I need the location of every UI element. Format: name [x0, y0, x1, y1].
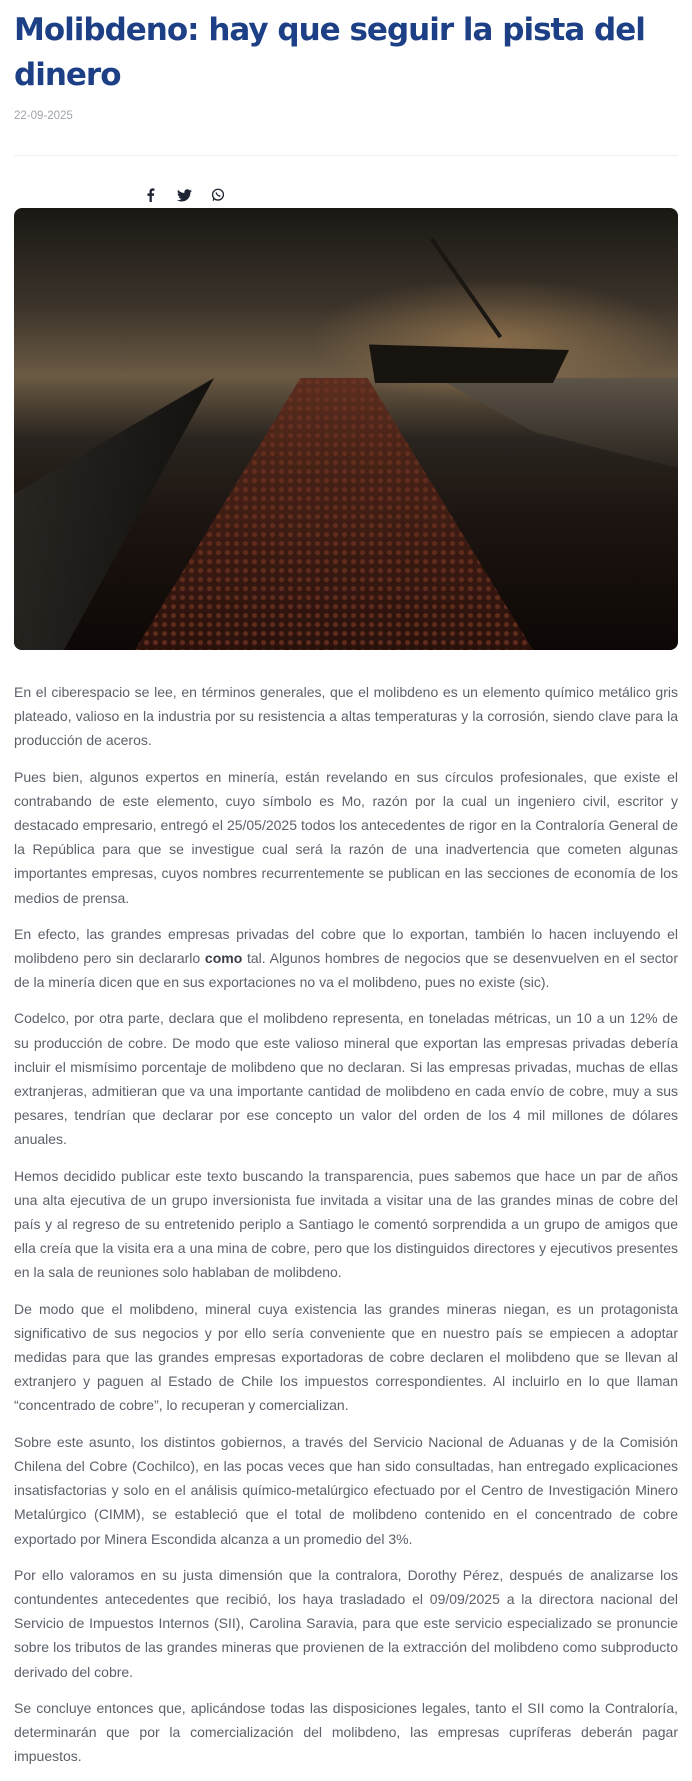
paragraph: Por ello valoramos en su justa dimensión que la contralora, Dorothy Pérez, después de analizarse los contundentes antecedentes que recibió, los haya trasladado el 09/09/2025 a la directora nacional del Servicio de Impuestos Internos (SII), Carolina Saravia, para que este servicio especializado se pronuncie sobre los tributos de las grandes mineras que provienen de la extracción del molibdeno como subproducto derivado del cobre. [14, 1566, 678, 1680]
paragraph: En el ciberespacio se lee, en términos generales, que el molibdeno es un elemento químico metálico gris plateado, valioso en la industria por su resistencia a altas temperaturas y la corrosión, siendo clave para la producción de aceros. [14, 684, 678, 749]
divider [14, 155, 678, 156]
article-date: 22-09-2025 [14, 110, 73, 122]
article-body [14, 680, 678, 1780]
paragraph: Sobre este asunto, los distintos gobiernos, a través del Servicio Nacional de Aduanas y de la Comisión Chilena del Cobre (Cochilco), en las pocas veces que han sido consultadas, han entregado explicaciones insatisfactorias y solo en el análisis químico-metalúrgico efectuado por el Centro de Investigación Minero Metalúrgico (CIMM), se estableció que el total de molibdeno contenido en el concentrado de cobre exportado por Minera Escondida alcanza a un promedio del 3%. [14, 1433, 678, 1547]
paragraph: Pues bien, algunos expertos en minería, están revelando en sus círculos profesionales, que existe el contrabando de este elemento, cuyo símbolo es Mo, razón por la cual un ingeniero civil, escritor y destacado empresario, entregó el 25/05/2025 todos los antecedentes de rigor en la Contraloría General de la República para que se investigue cual será la razón de una inadvertencia que cometen algunas importantes empresas, cuyos nombres recurrentemente se publican en las secciones de economía de los medios de prensa. [14, 768, 678, 906]
crane-shape [430, 238, 502, 339]
facebook-icon[interactable] [142, 187, 158, 203]
whatsapp-icon[interactable] [210, 187, 226, 203]
paragraph [14, 922, 678, 995]
paragraph: De modo que el molibdeno, mineral cuya existencia las grandes mineras niegan, es un protagonista significativo de sus negocios y por ello sería conveniente que en nuestro país se empiecen a adoptar medidas para que las grandes empresas exportadoras de cobre declaren el molibdeno que se llevan al extranjero y paguen al Estado de Chile los impuestos correspondientes. Al incluirlo en lo que llaman “concentrado de cobre”, lo recuperan y comercializan. [14, 1300, 678, 1414]
paragraph-text: En efecto, las grandes empresas privadas del cobre que lo exportan, también lo hacen incluyendo el molibdeno pero sin declararlo [14, 925, 678, 967]
twitter-icon[interactable] [176, 187, 192, 203]
share-bar [142, 187, 226, 203]
paragraph-text: tal. Algunos hombres de negocios que se desenvuelven en el sector de la minería dicen que en sus exportaciones no va el molibdeno, pues no existe (sic). [14, 950, 678, 991]
hero-image [14, 208, 678, 650]
bold-text: como [204, 950, 243, 967]
water-shape [438, 378, 678, 468]
paragraph: Se concluye entonces que, aplicándose todas las disposiciones legales, tanto el SII como la Contraloría, determinarán que por la comercialización del molibdeno, las empresas cupríferas deberán pagar impuestos. [14, 1699, 678, 1765]
paragraph: Hemos decidido publicar este texto buscando la transparencia, pues sabemos que hace un par de años una alta ejecutiva de un grupo inversionista fue invitada a visitar una de las grandes minas de cobre del país y al regreso de su entretenido periplo a Santiago le comentó sorprendida a un grupo de amigos que ella creía que la visita era a una mina de cobre, pero que los distinguidos directores y ejecutivos presentes en la sala de reuniones solo hablaban de molibdeno. [14, 1167, 678, 1281]
ship-shape [369, 328, 569, 383]
paragraph: Codelco, por otra parte, declara que el molibdeno representa, en toneladas métricas, un 10 a un 12% de su producción de cobre. De modo que este valioso mineral que exportan las empresas privadas debería incluir el mismísimo porcentaje de molibdeno que no declaran. Si las empresas privadas, muchas de ellas extranjeras, admitieran que va una importante cantidad de molibdeno en cada envío de cobre, muy a sus pesares, tendrían que declarar por ese concepto un valor del orden de los 4 mil millones de dólares anuales. [14, 1010, 678, 1148]
article-title: Molibdeno: hay que seguir la pista del dinero [14, 12, 645, 93]
